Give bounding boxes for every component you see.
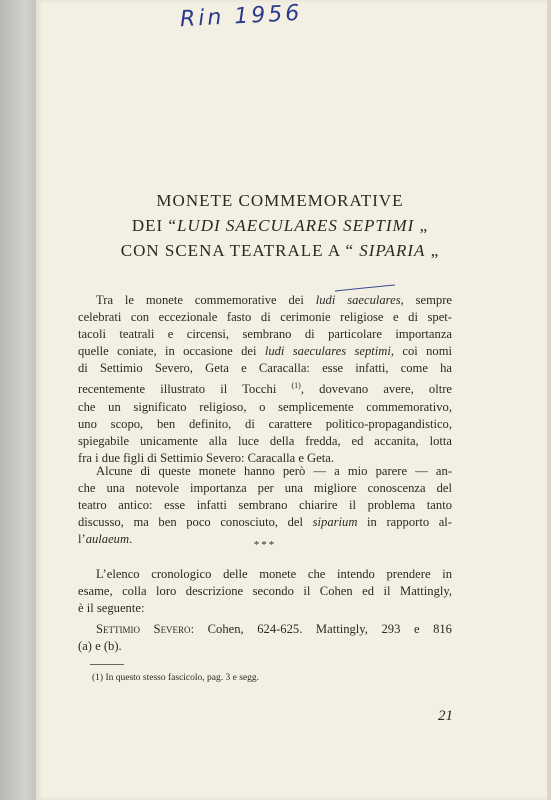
text-line: Alcune di queste monete hanno però — a mio parere — an- bbox=[96, 464, 452, 478]
text-line: tacoli teatrali e circensi, sembrano di particolare importanza bbox=[78, 327, 452, 342]
title-line-1: MONETE COMMEMORATIVE bbox=[156, 191, 404, 210]
text-span: Tra le monete commemorative dei bbox=[96, 293, 316, 307]
text-line: celebrati con eccezionale fasto di cerimonie religiose e di spet- bbox=[78, 310, 452, 325]
text-line: (a) e (b). bbox=[78, 639, 122, 654]
text-span: quelle coniate, in occasione dei bbox=[78, 344, 265, 359]
text-span: recentemente illustrato il Tocchi bbox=[78, 382, 292, 397]
text-span: discusso, ma ben poco conosciuto, del bbox=[78, 515, 313, 530]
text-line: teatro antico: esse infatti sembrano chiarire il problema tanto bbox=[78, 498, 452, 513]
title-line-3 bbox=[60, 238, 500, 263]
title-line-2 bbox=[60, 213, 500, 238]
paragraph-1 bbox=[78, 292, 452, 467]
text-line bbox=[78, 621, 452, 638]
italic-span: aulaeum bbox=[85, 532, 130, 547]
footnote-divider bbox=[90, 664, 124, 665]
italic-span: siparium bbox=[312, 515, 358, 530]
title-line-3-prefix: CON SCENA TEATRALE A “ bbox=[120, 241, 360, 260]
text-span: . bbox=[129, 532, 133, 547]
coin-entry bbox=[78, 621, 452, 655]
text-line bbox=[78, 514, 452, 531]
page-edge bbox=[547, 0, 551, 800]
footnote: (1) In questo stesso fascicolo, pag. 3 e segg. bbox=[92, 673, 260, 683]
text-line: di Settimio Severo, Geta e Caracalla: esse infatti, come ha bbox=[78, 361, 452, 376]
handwritten-note: Rin 1956 bbox=[179, 0, 303, 33]
italic-span: ludi saeculares septimi, bbox=[264, 344, 395, 359]
text-line: esame, colla loro descrizione secondo il Cohen ed il Mattingly, bbox=[78, 584, 452, 599]
text-line bbox=[78, 292, 452, 309]
page-number: 21 bbox=[438, 708, 453, 724]
text-line: che una notevole importanza per una migliore conoscenza del bbox=[78, 481, 452, 496]
paragraph-2 bbox=[78, 463, 452, 548]
text-span: in rapporto al- bbox=[357, 515, 453, 530]
section-separator: *** bbox=[253, 539, 277, 551]
title-line-2-italic: LUDI SAECULARES SEPTIMI bbox=[176, 216, 415, 235]
text-line: è il seguente: bbox=[78, 601, 145, 616]
text-line: che un significato religioso, o semplicemente commemorativo, bbox=[78, 399, 452, 414]
paragraph-3 bbox=[78, 566, 452, 617]
book-gutter bbox=[0, 0, 36, 800]
text-line: L’elenco cronologico delle monete che intendo prendere in bbox=[96, 567, 452, 581]
text-span: sempre bbox=[403, 293, 452, 307]
italic-span: ludi saeculares, bbox=[315, 293, 404, 307]
title-line-3-suffix: „ bbox=[425, 241, 440, 260]
footnote-marker: (1) bbox=[291, 381, 301, 391]
title-line-2-suffix: „ bbox=[414, 216, 429, 235]
text-line: fra i due figli di Settimio Severo: Caracalla e Geta. bbox=[78, 451, 334, 466]
entry-label: Settimio Severo bbox=[96, 622, 191, 636]
text-span: : Cohen, 624-625. Mattingly, 293 e 816 bbox=[190, 622, 452, 636]
text-line bbox=[78, 343, 452, 360]
text-span: l’ bbox=[78, 532, 86, 547]
article-title bbox=[60, 188, 500, 263]
text-span: coi nomi bbox=[394, 344, 452, 359]
title-line-2-prefix: DEI “ bbox=[131, 216, 177, 235]
text-line: spiegabile unicamente alla luce della fredda, ed accanita, lotta bbox=[78, 433, 452, 448]
text-span: , dovevano avere, oltre bbox=[300, 382, 453, 397]
text-line: uno scopo, ben definito, di carattere politico-propagandistico, bbox=[78, 416, 452, 431]
text-line bbox=[78, 377, 452, 398]
title-line-3-italic: SIPARIA bbox=[359, 241, 426, 260]
